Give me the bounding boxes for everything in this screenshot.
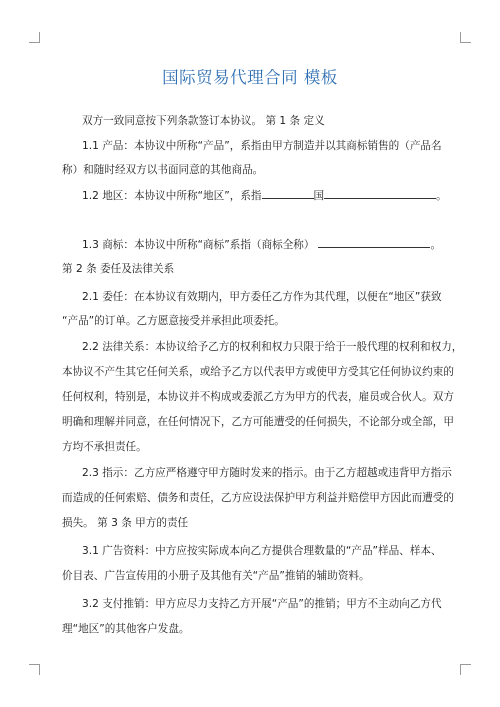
clause-2-2-line-4: 明确和理解并同意，在任何情况下，乙方可能遭受的任何损失，不论部分或全部，甲 [62,416,454,428]
clause-1-1-line-1: 1.1 产品：本协议中所称“产品”，系指由甲方制造并以其商标销售的（产品名 [82,140,442,152]
crop-mark-top-left [29,32,40,43]
crop-mark-bottom-right [460,664,471,675]
clause-2-3-line-3: 损失。 第 3 条 甲方的责任 [62,517,189,529]
crop-mark-bottom-left [29,664,40,675]
clause-2-1-line-2: “产品”的订单。乙方愿意接受并承担此项委托。 [62,315,285,327]
clause-1-1-line-2: 称）和随时经双方以书面同意的其他商品。 [62,164,264,176]
article-2-heading: 第 2 条 委任及法律关系 [62,263,175,275]
intro-line: 双方一致同意按下列条款签订本协议。 第 1 条 定义 [82,115,325,127]
clause-1-2-text: 1.2 地区：本协议中所称“地区”，系指 [82,190,262,202]
trademark-blank [318,236,430,248]
clause-2-2-line-2: 本协议不产生其它任何关系，或给予乙方以代表甲方或使甲方受其它任何协议约束的 [62,366,454,378]
clause-3-2-line-1: 3.2 支付推销：甲方应尽力支持乙方开展“产品”的推销；甲方不主动向乙方代 [82,598,442,610]
clause-3-1-line-1: 3.1 广告资料：中方应按实际成本向乙方提供合理数量的“产品”样品、样本、 [82,545,442,557]
clause-1-3-text: 1.3 商标：本协议中所称“商标”系指（商标全称） [82,239,315,251]
clause-3-1-line-2: 价目表、广告宣传用的小册子及其他有关“产品”推销的辅助资料。 [62,570,370,582]
clause-1-2-end: 。 [436,190,447,202]
clause-1-2-country: 国 [313,190,325,202]
region-blank [324,187,436,199]
clause-1-3-line [82,236,441,252]
clause-2-3-line-1: 2.3 指示：乙方应严格遵守甲方随时发来的指示。由于乙方超越或违背甲方指示 [82,467,452,479]
clause-1-2-line [82,187,447,203]
clause-2-2-line-5: 方均不承担责任。 [62,441,147,453]
clause-1-3-end: 。 [430,239,442,251]
clause-2-3-line-2: 而造成的任何索赔、债务和责任，乙方应设法保护甲方利益并赔偿甲方因此而遭受的 [62,492,454,504]
clause-3-2-line-2: 理“地区”的其他客户发盘。 [62,623,190,635]
crop-mark-top-right [460,32,471,43]
clause-2-1-line-1: 2.1 委任：在本协议有效期内，甲方委任乙方作为其代理，以便在“地区”获致 [82,291,442,303]
country-blank [262,187,314,199]
clause-2-2-line-1: 2.2 法律关系：本协议给予乙方的权利和权力只限于给于一般代理的权利和权力， [82,341,463,353]
clause-2-2-line-3: 任何权利，特别是，本协议并不构成或委派乙方为甲方的代表，雇员或合伙人。双方 [62,391,454,403]
document-title: 国际贸易代理合同 模板 [162,68,338,87]
